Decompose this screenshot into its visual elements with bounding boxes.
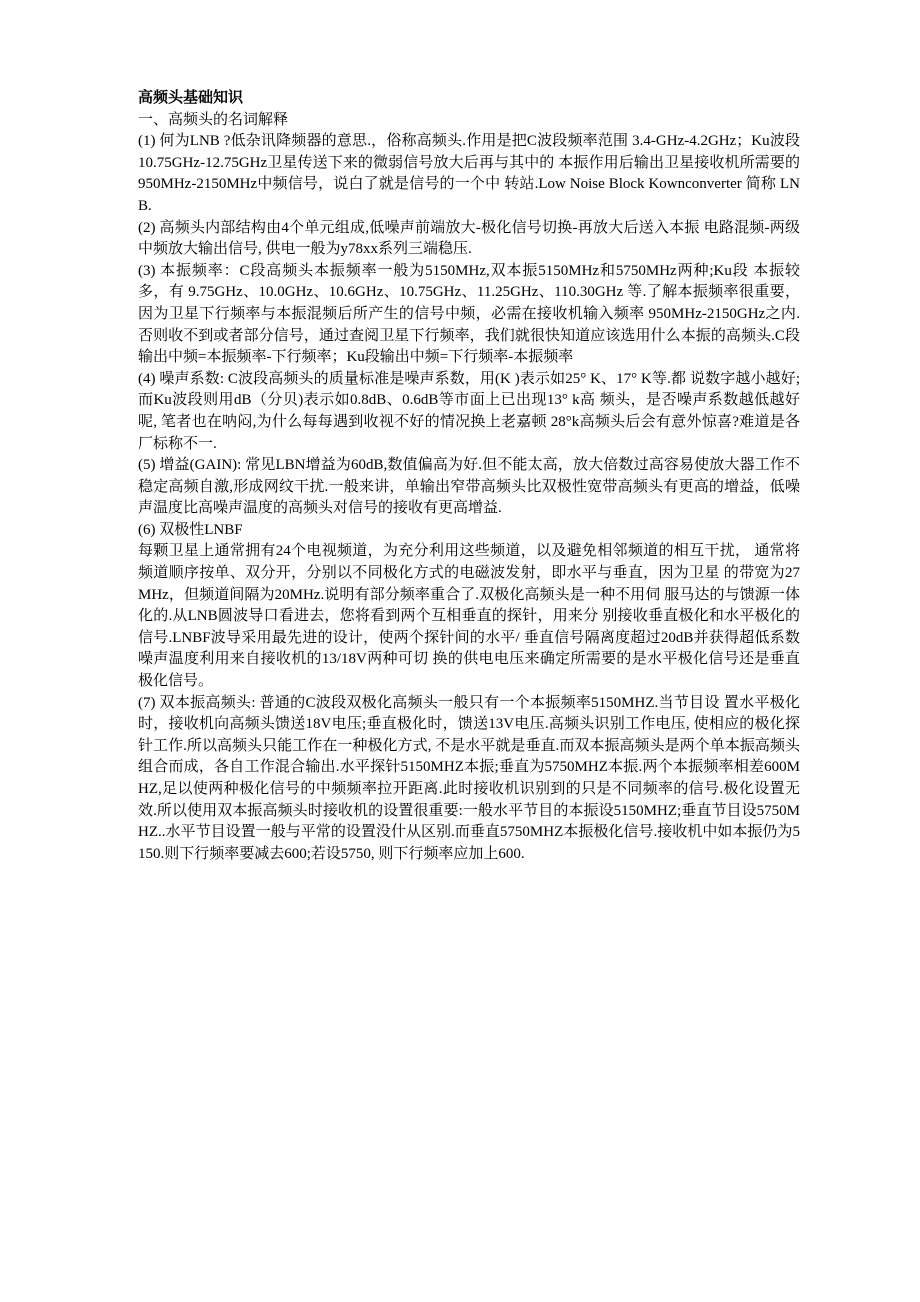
section-heading: 一、高频头的名词解释 [138, 111, 289, 128]
paragraph-what-is-lnb: (1) 何为LNB ?低杂讯降频器的意思.，俗称高频头.作用是把C波段频率范围 3.4-GHz-4.2GHz；Ku波段10.75GHz-12.75GHz卫星传送下来的微弱信号放大后再与其中的 本振作用后输出卫星接收机所需要的950MHz-2150MHz中频信号，说白了就是信号的一个中 转站.Low Noise Block Kownconverter 简称 LNB. [138, 133, 800, 214]
paragraph-dual-lo-lnb: (7) 双本振高频头: 普通的C波段双极化高频头一般只有一个本振频率5150MHZ.当节目设 置水平极化时，接收机向高频头馈送18V电压;垂直极化时，馈送13V电压.高频头识别工作电压, 使相应的极化探针工作.所以高频头只能工作在一种极化方式, 不是水平就是垂直.而双本振高频头是两个单本振高频头组合而成，各自工作混合输出.水平探针5150MHZ本振;垂直为5750MHZ本振.两个本振频率相差600MHZ,足以使两种极化信号的中频频率拉开距离.此时接收机识别到的只是不同频率的信号.极化设置无效.所以使用双本振高频头时接收机的设置很重要:一般水平节目的本振设5150MHZ;垂直节目设5750MHZ..水平节目设置一般与平常的设置没什从区别.而垂直5750MHZ本振极化信号.接收机中如本振仍为5150.则下行频率要减去600;若设5750, 则下行频率应加上600. [138, 694, 800, 862]
paragraph-noise-figure: (4) 噪声系数: C波段高频头的质量标准是噪声系数，用(K )表示如25° K、17° K等.都 说数字越小越好;而Ku波段则用dB（分贝)表示如0.8dB、0.6dB等市面上已出现13° k高 频头，是否噪声系数越低越好呢, 笔者也在呐闷,为什么每每遇到收视不好的情况换上老嘉顿 28°k高频头后会有意外惊喜?难道是各厂标称不一. [138, 370, 800, 452]
document-title: 高频头基础知识 [138, 90, 244, 106]
paragraph-gain: (5) 增益(GAIN): 常见LBN增益为60dB,数值偏高为好.但不能太高，放大倍数过高容易使放大器工作不稳定高频自激,形成网纹干扰.一般来讲，单输出窄带高频头比双极性宽带高频头有更高的增益，低噪声温度比高噪声温度的高频头对信号的接收有更高增益. [138, 457, 800, 517]
document-page [138, 88, 800, 865]
paragraph-dual-polarity-lnbf-heading: (6) 双极性LNBF [138, 521, 243, 538]
paragraph-lo-frequency: (3) 本振频率：C段高频头本振频率一般为5150MHz,双本振5150MHz和5750MHz两种;Ku段 本振较多，有 9.75GHz、10.0GHz、10.6GHz、10.75GHz、11.25GHz、110.30GHz 等.了解本振频率很重要，因为卫星下行频率与本振混频后所产生的信号中频，必需在接收机输入频率 950MHz-2150GHz之内.否则收不到或者部分信号，通过查阅卫星下行频率，我们就很快知道应该选用什么本振的高频头.C段输出中频=本振频率-下行频率；Ku段输出中频=下行频率-本振频率 [138, 262, 800, 366]
paragraph-internal-structure: (2) 高频头内部结构由4个单元组成,低噪声前端放大-极化信号切换-再放大后送入本振 电路混频-两级中频放大输出信号, 供电一般为y78xx系列三端稳压. [138, 219, 800, 258]
paragraph-dual-polarity-lnbf-body: 每颗卫星上通常拥有24个电视频道，为充分利用这些频道，以及避免相邻频道的相互干扰， 通常将频道顺序按单、双分开，分别以不同极化方式的电磁波发射，即水平与垂直，因为卫星 的带宽为27MHz，但频道间隔为20MHz.说明有部分频率重合了.双极化高频头是一种不用伺 服马达的与馈源一体化的.从LNB圆波导口看进去，您将看到两个互相垂直的探针，用来分 别接收垂直极化和水平极化的信号.LNBF波导采用最先进的设计，使两个探针间的水平/ 垂直信号隔离度超过20dB并获得超低系数噪声温度利用来自接收机的13/18V两种可切 换的供电电压来确定所需要的是水平极化信号还是垂直极化信号。 [138, 543, 800, 690]
